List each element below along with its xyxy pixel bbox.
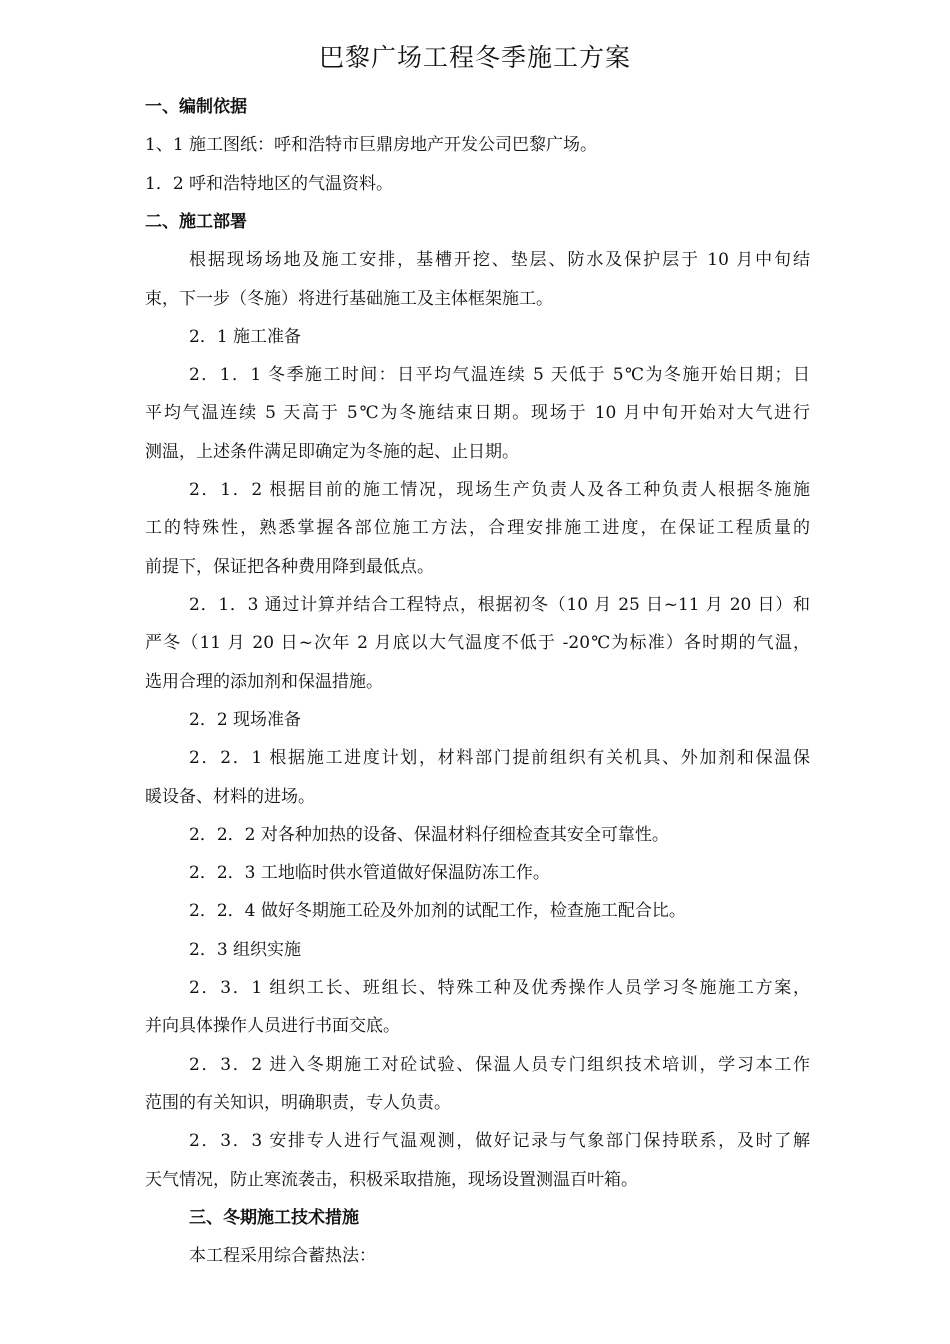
paragraph-line: 2．1．2 根据目前的施工情况，现场生产负责人及各工种负责人根据冬施施 <box>189 480 810 500</box>
paragraph-line: 并向具体操作人员进行书面交底。 <box>145 1016 400 1036</box>
paragraph-line: 测温，上述条件满足即确定为冬施的起、止日期。 <box>145 442 519 462</box>
section-heading-1: 一、编制依据 <box>145 97 247 117</box>
paragraph-line: 2．2．2 对各种加热的设备、保温材料仔细检查其安全可靠性。 <box>189 825 669 845</box>
paragraph-line: 平均气温连续 5 天高于 5℃为冬施结束日期。现场于 10 月中旬开始对大气进行 <box>145 403 810 423</box>
paragraph-line: 2．1．3 通过计算并结合工程特点，根据初冬（10 月 25 日~11 月 20 日）和 <box>189 595 810 615</box>
subsection-heading: 2．1 施工准备 <box>189 327 302 347</box>
paragraph-line: 选用合理的添加剂和保温措施。 <box>145 672 383 692</box>
document-title: 巴黎广场工程冬季施工方案 <box>318 43 631 72</box>
paragraph-line: 根据现场场地及施工安排，基槽开挖、垫层、防水及保护层于 10 月中旬结 <box>189 250 810 270</box>
section-heading-2: 二、施工部署 <box>145 212 247 232</box>
paragraph-line: 工的特殊性，熟悉掌握各部位施工方法，合理安排施工进度，在保证工程质量的 <box>145 518 810 538</box>
paragraph-line: 2．3．2 进入冬期施工对砼试验、保温人员专门组织技术培训，学习本工作 <box>189 1055 810 1075</box>
paragraph-line: 天气情况，防止寒流袭击，积极采取措施，现场设置测温百叶箱。 <box>145 1170 638 1190</box>
paragraph-line: 2．3．3 安排专人进行气温观测，做好记录与气象部门保持联系，及时了解 <box>189 1131 810 1151</box>
paragraph-line: 1．2 呼和浩特地区的气温资料。 <box>145 174 394 194</box>
paragraph-line: 2．2．4 做好冬期施工砼及外加剂的试配工作，检查施工配合比。 <box>189 901 686 921</box>
paragraph-line: 2．2．3 工地临时供水管道做好保温防冻工作。 <box>189 863 550 883</box>
paragraph-line: 1、1 施工图纸：呼和浩特市巨鼎房地产开发公司巴黎广场。 <box>145 135 598 155</box>
paragraph-line: 严冬（11 月 20 日~次年 2 月底以大气温度不低于 -20℃为标准）各时期的气温， <box>145 633 810 653</box>
subsection-heading: 2．2 现场准备 <box>189 710 302 730</box>
paragraph-line: 2．3．1 组织工长、班组长、特殊工种及优秀操作人员学习冬施施工方案， <box>189 978 810 998</box>
paragraph-line: 2．1．1 冬季施工时间：日平均气温连续 5 天低于 5℃为冬施开始日期；日 <box>189 365 810 385</box>
subsection-heading: 2．3 组织实施 <box>189 940 302 960</box>
section-heading-3: 三、冬期施工技术措施 <box>189 1208 359 1228</box>
paragraph-line: 暖设备、材料的进场。 <box>145 787 315 807</box>
paragraph-line: 范围的有关知识，明确职责，专人负责。 <box>145 1093 451 1113</box>
paragraph-line: 束，下一步（冬施）将进行基础施工及主体框架施工。 <box>145 289 553 309</box>
paragraph-line: 前提下，保证把各种费用降到最低点。 <box>145 557 434 577</box>
paragraph-line: 本工程采用综合蓄热法： <box>189 1246 376 1266</box>
paragraph-line: 2．2．1 根据施工进度计划，材料部门提前组织有关机具、外加剂和保温保 <box>189 748 810 768</box>
